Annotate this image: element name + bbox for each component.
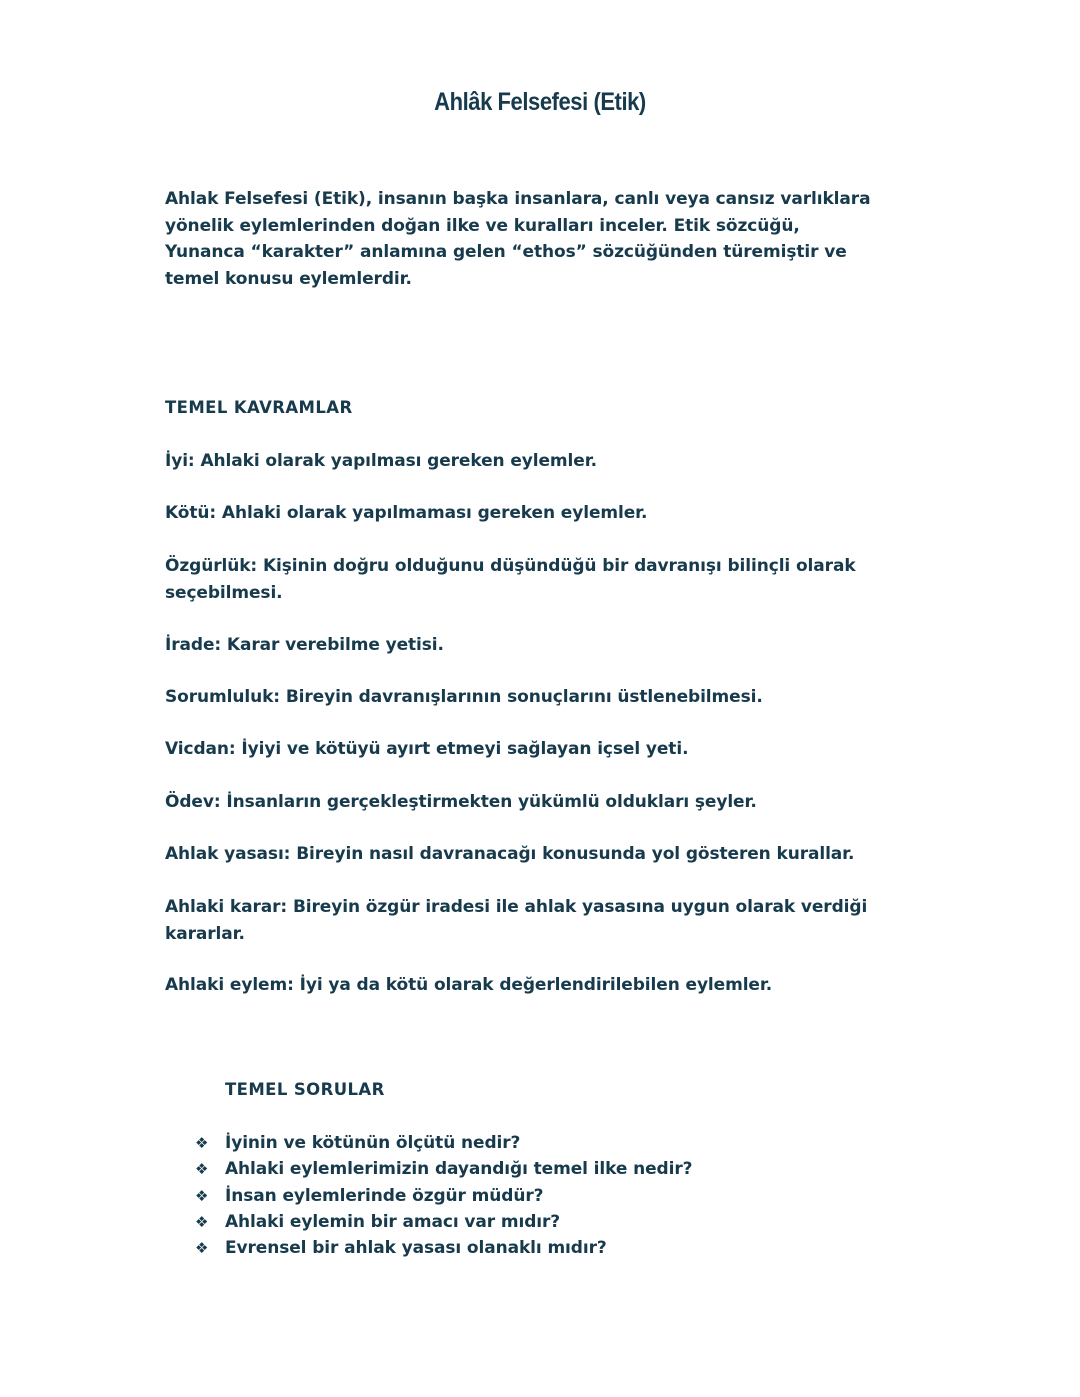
definition-text: İnsanların gerçekleştirmekten yükümlü oldukları şeyler. <box>220 792 757 812</box>
question-text: İyinin ve kötünün ölçütü nedir? <box>225 1133 521 1154</box>
diamond-bullet-icon: ❖ <box>195 1239 209 1258</box>
definition-term: Kötü: <box>165 503 217 523</box>
list-item <box>195 1183 692 1209</box>
definition-item <box>165 736 885 763</box>
definition-text: İyiyi ve kötüyü ayırt etmeyi sağlayan içsel yeti. <box>235 739 689 759</box>
diamond-bullet-icon: ❖ <box>195 1134 209 1153</box>
diamond-bullet-icon: ❖ <box>195 1160 209 1179</box>
definition-term: İrade: <box>165 635 222 655</box>
definition-item <box>165 789 885 816</box>
definition-term: Ahlak yasası: <box>165 844 291 864</box>
definition-term: Özgürlük: <box>165 556 258 576</box>
list-item <box>195 1209 692 1235</box>
definition-text: Bireyin özgür iradesi ile ahlak yasasına uygun olarak verdiği kararlar. <box>165 897 868 944</box>
definition-text: Karar verebilme yetisi. <box>221 635 444 655</box>
definition-term: Ahlaki eylem: <box>165 975 294 995</box>
definition-text: Kişinin doğru olduğunu düşündüğü bir davranışı bilinçli olarak seçebilmesi. <box>165 556 856 603</box>
definition-item <box>165 448 885 475</box>
definition-text: Ahlaki olarak yapılmaması gereken eylemler. <box>216 503 648 523</box>
definition-term: Vicdan: <box>165 739 236 759</box>
definition-item <box>165 972 885 999</box>
definition-text: Bireyin davranışlarının sonuçlarını üstlenebilmesi. <box>280 687 763 707</box>
intro-paragraph: Ahlak Felsefesi (Etik), insanın başka insanlara, canlı veya cansız varlıklara yönelik eylemlerinden doğan ilke ve kuralları inceler. Etik sözcüğü, Yunanca “karakter” anlamına gelen “ethos” sözcüğünden türemiştir ve temel konusu eylemlerdir. <box>165 189 871 289</box>
definition-item <box>165 500 885 527</box>
list-item <box>195 1130 692 1156</box>
diamond-bullet-icon: ❖ <box>195 1186 209 1205</box>
definition-item <box>165 894 885 947</box>
question-text: Ahlaki eylemin bir amacı var mıdır? <box>225 1212 561 1233</box>
definition-text: Bireyin nasıl davranacağı konusunda yol gösteren kurallar. <box>290 844 855 864</box>
definition-text: İyi ya da kötü olarak değerlendirilebilen eylemler. <box>293 975 773 995</box>
concepts-heading: TEMEL KAVRAMLAR <box>165 398 353 417</box>
question-text: Ahlaki eylemlerimizin dayandığı temel ilke nedir? <box>225 1159 693 1180</box>
questions-heading: TEMEL SORULAR <box>225 1080 385 1099</box>
definition-term: Ödev: <box>165 792 221 812</box>
definition-term: Ahlaki karar: <box>165 897 288 917</box>
definition-text: Ahlaki olarak yapılması gereken eylemler. <box>194 451 597 471</box>
question-text: İnsan eylemlerinde özgür müdür? <box>225 1185 544 1206</box>
page-title: Ahlâk Felsefesi (Etik) <box>434 88 646 116</box>
questions-list <box>195 1130 692 1261</box>
list-item <box>195 1235 692 1261</box>
definition-item <box>165 632 885 659</box>
diamond-bullet-icon: ❖ <box>195 1213 209 1232</box>
definition-item <box>165 553 885 606</box>
question-text: Evrensel bir ahlak yasası olanaklı mıdır? <box>225 1238 607 1259</box>
definition-item <box>165 684 885 711</box>
definition-term: Sorumluluk: <box>165 687 280 707</box>
definition-item <box>165 841 885 868</box>
definition-term: İyi: <box>165 451 195 471</box>
list-item <box>195 1156 692 1182</box>
